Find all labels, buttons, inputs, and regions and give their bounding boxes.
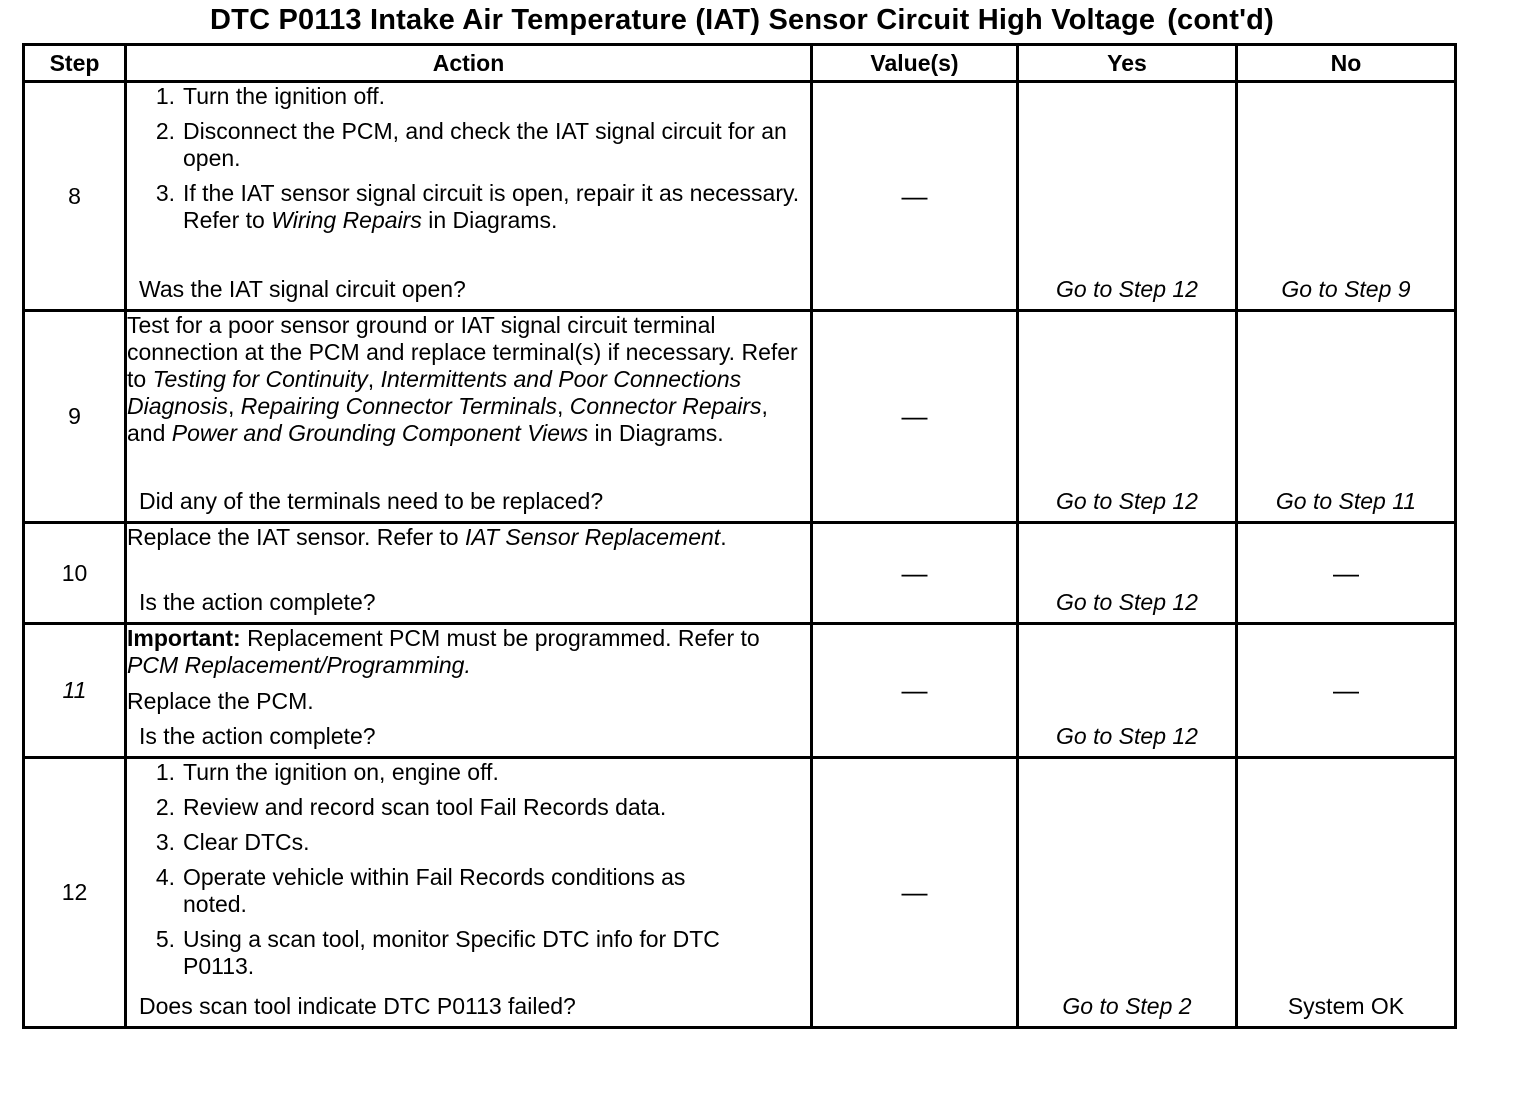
header-no: No xyxy=(1237,45,1456,82)
action-question: Is the action complete? xyxy=(139,589,376,615)
yes-cell xyxy=(1018,311,1237,523)
yes-result-link[interactable]: Go to Step 12 xyxy=(1056,589,1198,615)
reference-link[interactable]: Connector Repairs xyxy=(569,393,762,419)
yes-cell xyxy=(1018,523,1237,624)
step-number: 9 xyxy=(24,311,126,523)
action-cell xyxy=(126,523,812,624)
no-result-link[interactable]: Go to Step 9 xyxy=(1281,276,1411,302)
table-row-step-8 xyxy=(24,82,1456,311)
reference-link[interactable]: PCM Replacement/Programming. xyxy=(127,652,471,678)
list-text: Clear DTCs. xyxy=(183,829,310,855)
text-run: , xyxy=(228,393,241,419)
no-cell xyxy=(1237,758,1456,1028)
header-row xyxy=(24,45,1456,82)
step-number: 11 xyxy=(24,624,126,758)
text-run: Replacement PCM must be programmed. Refer to xyxy=(240,625,760,651)
value-cell: — xyxy=(812,311,1018,523)
list-number: 5. xyxy=(155,926,175,952)
action-cell xyxy=(126,758,812,1028)
yes-result-link[interactable]: Go to Step 12 xyxy=(1056,276,1198,302)
step-number: 10 xyxy=(24,523,126,624)
list-number: 3. xyxy=(155,829,175,855)
action-question: Did any of the terminals need to be replaced? xyxy=(139,488,604,514)
action-cell xyxy=(126,82,812,311)
action-question: Is the action complete? xyxy=(139,723,376,749)
text-run: Test for a poor sensor ground or IAT signal circuit terminal connection at the PCM and replace terminal(s) if necessary. Refer to xyxy=(127,312,798,392)
table-row-step-11 xyxy=(24,624,1456,758)
reference-link[interactable]: Wiring Repairs xyxy=(271,207,422,233)
reference-link[interactable]: Repairing Connector Terminals xyxy=(240,393,557,419)
text-run: Replace the IAT sensor. Refer to xyxy=(127,524,465,550)
list-item xyxy=(155,83,810,110)
list-text: Review and record scan tool Fail Records data. xyxy=(183,794,667,820)
yes-cell xyxy=(1018,624,1237,758)
action-text xyxy=(127,524,810,551)
value-cell: — xyxy=(812,624,1018,758)
title-suffix: (cont'd) xyxy=(1167,4,1274,36)
diagnostic-table xyxy=(22,43,1457,1029)
list-text: Turn the ignition on, engine off. xyxy=(183,759,499,785)
title-text: DTC P0113 Intake Air Temperature (IAT) Sensor Circuit High Voltage xyxy=(210,4,1156,36)
page-title xyxy=(0,4,1484,37)
no-cell xyxy=(1237,311,1456,523)
value-cell: — xyxy=(812,82,1018,311)
yes-cell xyxy=(1018,758,1237,1028)
action-text xyxy=(127,312,810,447)
header-action: Action xyxy=(126,45,812,82)
reference-link[interactable]: Power and Grounding Component Views xyxy=(171,420,589,446)
no-result-link[interactable]: Go to Step 11 xyxy=(1275,488,1417,514)
important-label: Important: xyxy=(127,625,241,651)
important-note xyxy=(127,625,810,679)
text-run: in Diagrams. xyxy=(588,420,724,446)
list-text: Turn the ignition off. xyxy=(183,83,386,109)
reference-link[interactable]: Intermittents and Poor Connections Diagnosis xyxy=(127,366,742,419)
no-cell xyxy=(1237,82,1456,311)
text-run: , and xyxy=(127,393,768,446)
list-text: Disconnect the PCM, and check the IAT signal circuit for an open. xyxy=(183,118,787,171)
list-text: If the IAT sensor signal circuit is open, repair it as necessary. Refer to xyxy=(183,180,800,233)
text-run: . xyxy=(720,524,727,550)
list-item xyxy=(155,794,810,821)
table-row-step-12 xyxy=(24,758,1456,1028)
action-question: Was the IAT signal circuit open? xyxy=(139,276,466,302)
step-number: 12 xyxy=(24,758,126,1028)
value-cell: — xyxy=(812,758,1018,1028)
list-item xyxy=(155,118,810,172)
yes-cell xyxy=(1018,82,1237,311)
list-number: 2. xyxy=(155,794,175,820)
list-item xyxy=(155,926,810,980)
action-list xyxy=(127,83,810,234)
text-run: , xyxy=(367,366,381,392)
list-text: Using a scan tool, monitor Specific DTC info for DTC P0113. xyxy=(183,926,720,979)
list-text: Operate vehicle within Fail Records conditions as noted. xyxy=(183,864,686,917)
action-text: Replace the PCM. xyxy=(127,688,314,714)
table-row-step-9 xyxy=(24,311,1456,523)
header-yes: Yes xyxy=(1018,45,1237,82)
list-number: 1. xyxy=(155,83,175,109)
action-cell xyxy=(126,311,812,523)
value-cell: — xyxy=(812,523,1018,624)
action-question: Does scan tool indicate DTC P0113 failed? xyxy=(139,993,576,1019)
action-list xyxy=(127,759,810,980)
yes-result-link[interactable]: Go to Step 12 xyxy=(1056,488,1198,514)
list-text: in Diagrams. xyxy=(421,207,558,233)
list-number: 2. xyxy=(155,118,175,144)
list-item xyxy=(155,759,810,786)
list-number: 4. xyxy=(155,864,175,890)
list-item xyxy=(155,180,810,234)
reference-link[interactable]: IAT Sensor Replacement xyxy=(464,524,721,550)
no-cell: — xyxy=(1237,624,1456,758)
action-cell xyxy=(126,624,812,758)
yes-result-link[interactable]: Go to Step 12 xyxy=(1056,723,1198,749)
list-number: 1. xyxy=(155,759,175,785)
table-row-step-10 xyxy=(24,523,1456,624)
list-item xyxy=(155,864,810,918)
text-run: , xyxy=(556,393,570,419)
list-number: 3. xyxy=(155,180,175,206)
yes-result-link[interactable]: Go to Step 2 xyxy=(1062,993,1192,1019)
no-cell: — xyxy=(1237,523,1456,624)
header-value: Value(s) xyxy=(812,45,1018,82)
header-step: Step xyxy=(24,45,126,82)
list-item xyxy=(155,829,810,856)
reference-link[interactable]: Testing for Continuity xyxy=(152,366,368,392)
step-number: 8 xyxy=(24,82,126,311)
no-result-text: System OK xyxy=(1287,993,1405,1019)
